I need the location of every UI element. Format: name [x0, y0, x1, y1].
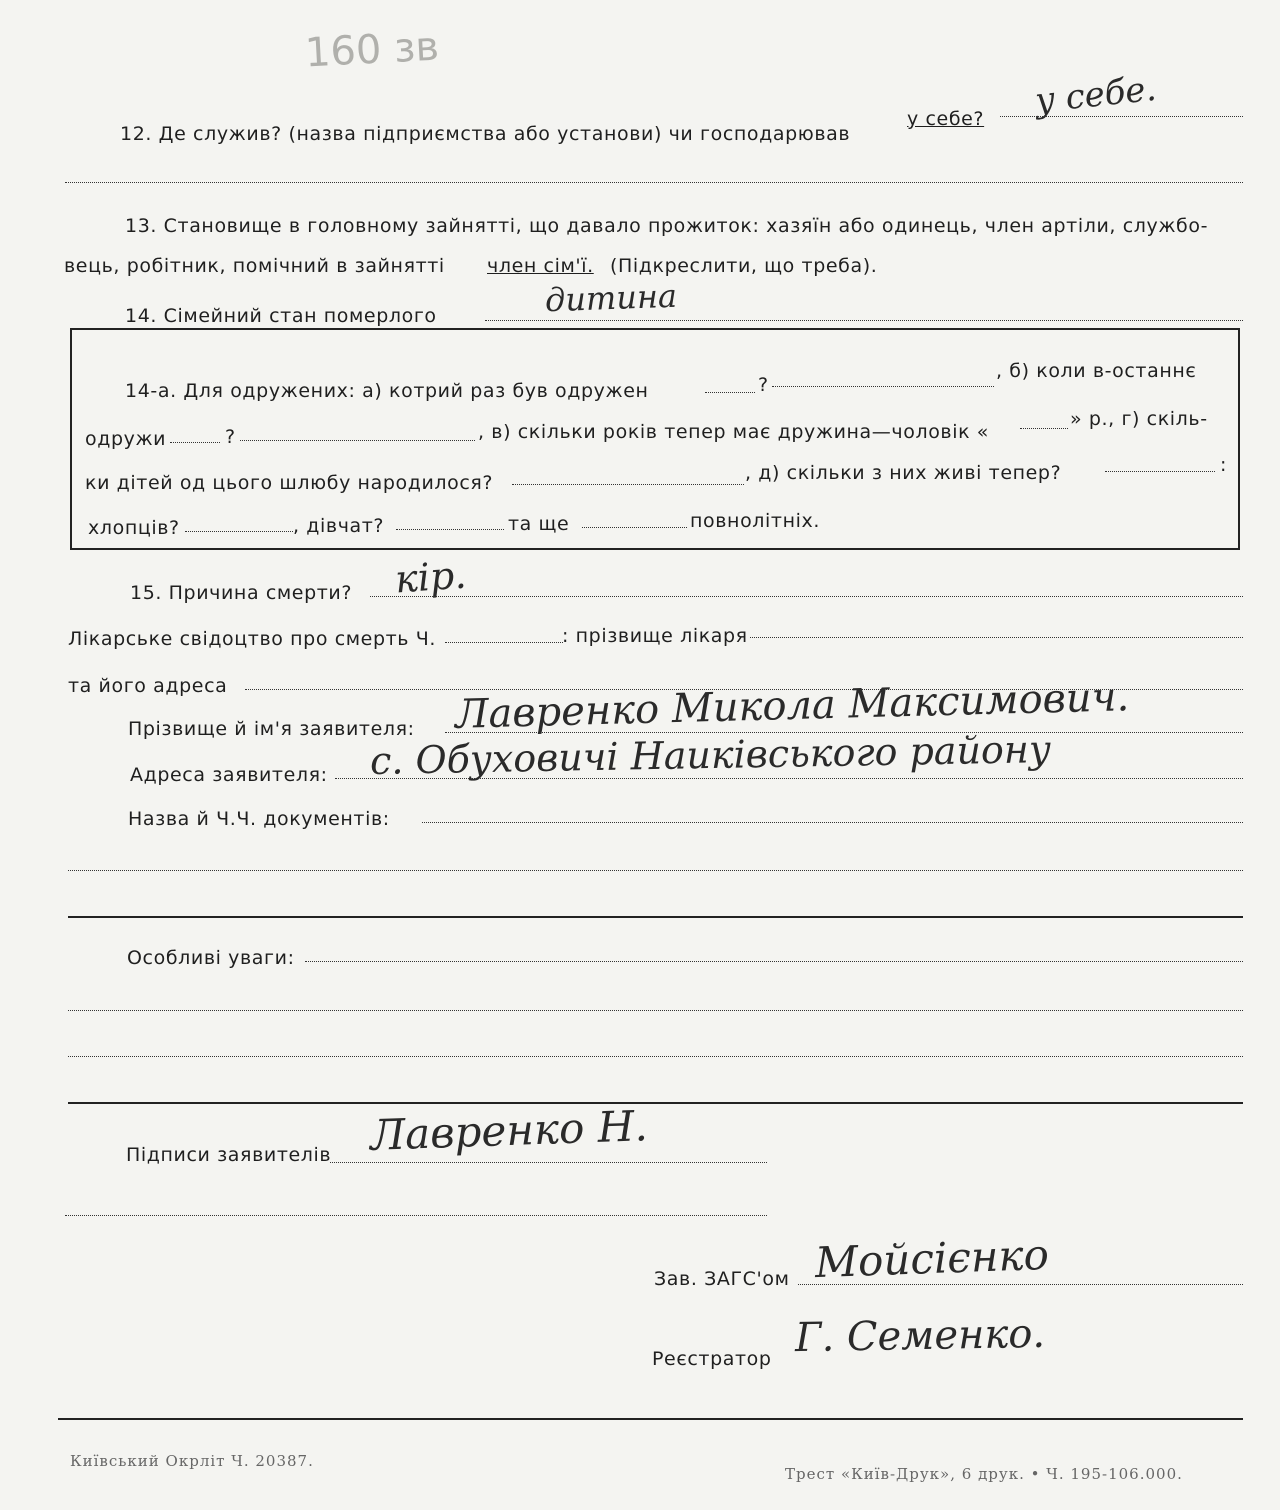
registry-head-signature: Мойсієнко — [814, 1229, 1050, 1288]
applicant-signature-line — [330, 1162, 767, 1163]
q15-answer-line — [370, 596, 1243, 597]
q13-line2-end: (Підкреслити, що треба). — [610, 255, 878, 277]
q14a-line3-mid: , д) скільки з них живі тепер? — [745, 462, 1062, 484]
q14a-line2-mid: , в) скільки років тепер має дружина—чоловік « — [478, 421, 990, 443]
q15-label: 15. Причина смерти? — [130, 582, 353, 604]
q14a-minors-line — [582, 527, 687, 528]
doctor-surname-label: : прізвище лікаря — [562, 625, 748, 647]
q14-answer: дитина — [544, 276, 678, 320]
q14a-spouse-age-line — [1020, 428, 1068, 429]
notes-line-2 — [68, 1010, 1243, 1011]
registry-head-label: Зав. ЗАГС'ом — [654, 1268, 790, 1290]
documents-line-2 — [68, 870, 1243, 871]
applicant-address-label: Адреса заявителя: — [130, 764, 328, 786]
applicant-signature: Лавренко Н. — [369, 1101, 649, 1160]
death-certificate-number-line — [445, 642, 563, 643]
archive-mark: 160 зв — [303, 23, 441, 77]
q14a-line3-end: : — [1220, 454, 1228, 476]
section-divider-2 — [68, 1102, 1243, 1104]
q14a-line1-start: 14-а. Для одружених: а) котрий раз був одружен — [125, 380, 649, 402]
applicant-name-label: Прізвище й ім'я заявителя: — [128, 718, 415, 740]
q14a-marriage-count-line — [705, 392, 755, 393]
death-certificate-label: Лікарське свідоцтво про смерть Ч. — [68, 628, 436, 650]
q12-option-at-home: у себе? — [907, 108, 985, 130]
q13-line2-start: вець, робітник, помічний в зайнятті — [64, 255, 445, 277]
q12-continuation-line — [65, 182, 1243, 183]
q14a-children-born-line — [512, 484, 744, 485]
q14a-line1-end: , б) коли в-останнє — [996, 360, 1197, 382]
q14a-last-marriage-line — [170, 442, 220, 443]
q14a-line1-q: ? — [758, 374, 769, 396]
applicant-address-value: с. Обуховичі Наиківського району — [369, 727, 1052, 783]
q12-label: 12. Де служив? (назва підприємства або установи) чи господарював — [120, 123, 851, 145]
q14a-last-marriage-line-2 — [240, 440, 475, 441]
q12-answer: у себе. — [1033, 68, 1159, 122]
registrar-signature: Г. Семенко. — [794, 1310, 1046, 1362]
q14a-line4-also: та ще — [508, 513, 570, 535]
notes-line-3 — [68, 1056, 1243, 1057]
footer-printer-right: Трест «Київ-Друк», 6 друк. • Ч. 195-106.000. — [785, 1465, 1183, 1483]
notes-label: Особливі уваги: — [127, 947, 295, 969]
q14a-line2-start: одружи — [85, 428, 167, 450]
documents-line — [422, 822, 1243, 823]
section-divider-1 — [68, 916, 1243, 918]
q14a-line4-girls: , дівчат? — [293, 515, 385, 537]
applicant-signature-line-2 — [65, 1215, 767, 1216]
q14a-line2-end: » р., г) скіль- — [1070, 408, 1208, 430]
q14a-line4-minors: повнолітніх. — [690, 510, 820, 532]
footer-printer-left: Київський Окрліт Ч. 20387. — [70, 1452, 314, 1470]
documents-label: Назва й Ч.Ч. документів: — [128, 808, 390, 830]
doctor-address-label: та його адреса — [68, 675, 228, 697]
q14-answer-line — [485, 320, 1243, 321]
q13-option-family-member: член сім'ї. — [487, 255, 594, 277]
q14a-girls-line — [396, 529, 504, 530]
q14a-marriage-count-line-2 — [772, 386, 994, 387]
q15-answer: кір. — [393, 552, 468, 602]
q14a-line2-q: ? — [225, 426, 236, 448]
q14a-children-alive-line — [1105, 471, 1215, 472]
q13-line1: 13. Становище в головному зайнятті, що давало прожиток: хазяїн або одинець, член артіли, службо- — [125, 215, 1209, 237]
applicant-name-value: Лавренко Микола Максимович. — [454, 674, 1130, 738]
registrar-label: Реєстратор — [652, 1348, 772, 1370]
q14a-boys-line — [185, 531, 293, 532]
q14a-line4-boys: хлопців? — [88, 517, 180, 539]
doctor-surname-line — [750, 637, 1243, 638]
notes-line-1 — [305, 961, 1243, 962]
footer-divider — [58, 1418, 1243, 1420]
applicant-signatures-label: Підписи заявителів — [126, 1144, 332, 1166]
q14-label: 14. Сімейний стан померлого — [125, 305, 437, 327]
q14a-line3-start: ки дітей од цього шлюбу народилося? — [85, 472, 494, 494]
